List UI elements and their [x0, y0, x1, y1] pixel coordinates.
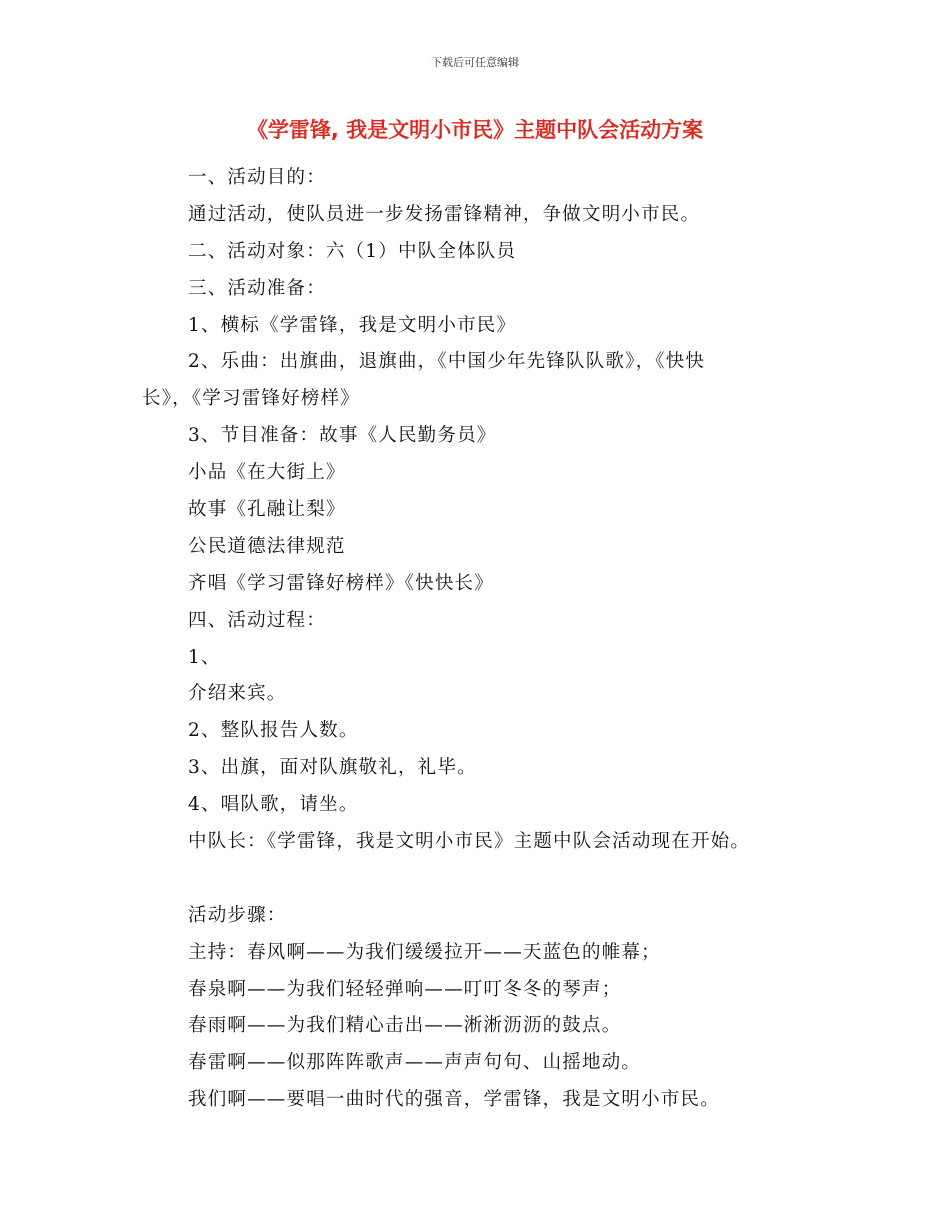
paragraph-line: 中队长：《学雷锋，我是文明小市民》主题中队会活动现在开始。: [188, 831, 751, 853]
list-item: 4、唱队歌，请坐。: [188, 794, 359, 816]
list-item: 1、横标《学雷锋，我是文明小市民》: [188, 314, 517, 336]
list-item: 介绍来宾。: [188, 683, 287, 705]
document-body: [142, 160, 822, 1119]
section-heading-process: 四、活动过程：: [188, 609, 326, 631]
paragraph-line: 春雷啊——似那阵阵歌声——声声句句、山摇地动。: [188, 1052, 642, 1074]
header-note: 下载后可任意编辑: [431, 56, 519, 69]
list-item-continuation: 长》，《学习雷锋好榜样》: [142, 388, 360, 410]
list-item: 3、出旗，面对队旗敬礼，礼毕。: [188, 757, 477, 779]
list-item: 故事《孔融让梨》: [188, 499, 346, 521]
paragraph-line: 通过活动，使队员进一步发扬雷锋精神，争做文明小市民。: [188, 203, 701, 225]
paragraph-line: 春雨啊——为我们精心击出——淅淅沥沥的鼓点。: [188, 1015, 622, 1037]
list-item: 2、乐曲：出旗曲，退旗曲，《中国少年先锋队队歌》，《快快: [188, 351, 706, 373]
section-heading-purpose: 一、活动目的：: [188, 167, 326, 188]
section-heading-preparation: 三、活动准备：: [188, 277, 326, 299]
list-item: 3、节目准备：故事《人民勤务员》: [188, 425, 497, 447]
section-heading-audience: 二、活动对象：六（1）中队全体队员: [188, 240, 517, 262]
document-title: 《学雷锋, 我是文明小市民》主题中队会活动方案: [246, 118, 704, 142]
blank-line: [142, 861, 822, 898]
paragraph-line: 春泉啊——为我们轻轻弹响——叮叮冬冬的琴声；: [188, 978, 622, 1000]
paragraph-line: 主持：春风啊——为我们缓缓拉开——天蓝色的帷幕；: [188, 941, 661, 963]
list-item: 小品《在大街上》: [188, 462, 346, 484]
section-heading-steps: 活动步骤：: [188, 904, 287, 926]
list-item: 公民道德法律规范: [188, 535, 346, 557]
paragraph-line: 我们啊——要唱一曲时代的强音，学雷锋，我是文明小市民。: [188, 1089, 720, 1111]
list-item: 2、整队报告人数。: [188, 720, 359, 742]
list-item: 齐唱《学习雷锋好榜样》《快快长》: [188, 572, 494, 594]
list-item: 1、: [188, 646, 221, 668]
